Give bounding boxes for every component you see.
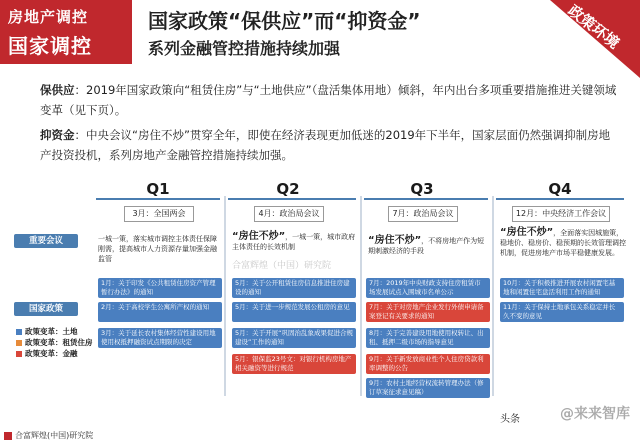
meeting-q3-text: ，不将房地产作为短期刺激经济的手段 (368, 237, 485, 255)
quarter-q1-line (96, 198, 220, 200)
policy-item: 1月：关于印发《公共租赁住房资产管理暂行办法》的通知 (98, 278, 222, 298)
quarter-q2-label: Q2 (276, 180, 300, 198)
intro-paragraph-supply (40, 80, 620, 120)
quarter-q3-line (364, 198, 488, 200)
watermark-brand: @来来智库 (560, 406, 630, 422)
header-badge-line2: 国家调控 (8, 34, 92, 58)
watermark: 合富辉煌（中国）研究院 (232, 261, 332, 271)
legend-item-rental (16, 337, 93, 348)
header-badge (0, 0, 132, 64)
legend-swatch (16, 351, 22, 357)
legend-swatch (16, 340, 22, 346)
legend-label: 政策变革：土地 (25, 327, 78, 336)
policy-item: 2月：关于高校学生公寓所产权的通知 (98, 302, 222, 322)
event-q4: 12月：中央经济工作会议 (512, 206, 610, 222)
row-label-meeting: 重要会议 (14, 234, 78, 248)
policy-item: 9月：关于新发放商业性个人住房贷款利率调整的公告 (366, 354, 490, 374)
page-title: 国家政策“保供应”而“抑资金” (148, 9, 421, 33)
funds-text: ：中央会议“房住不炒”贯穿全年，即使在经济表现更加低迷的2019年下半年，国家层面仍然强调抑制房地产投资投机，系列房地产金融管控措施持续加强。 (40, 128, 611, 162)
intro-paragraph-funds (40, 125, 620, 165)
footer-text: 合富辉煌(中国)研究院 (15, 431, 94, 440)
legend-item-land (16, 326, 78, 337)
policy-item: 3月：关于延长农村集体经营性建设用地使用权抵押融资试点期限的决定 (98, 328, 222, 348)
policy-item: 8月：关于完善建设用地使用权转让、出租、抵押二级市场的指导意见 (366, 328, 490, 348)
funds-label: 抑资金 (40, 128, 75, 142)
legend-swatch (16, 329, 22, 335)
legend-item-finance (16, 348, 78, 359)
quarter-q1-label: Q1 (146, 180, 170, 198)
corner-ribbon-label: 政策环境 (564, 1, 623, 53)
event-q1: 3月：全国两会 (124, 206, 194, 222)
policy-item: 9月：农村土地经营权流转管理办法（修订草案征求意见稿） (366, 378, 490, 398)
quarter-divider (224, 196, 226, 396)
header-badge-line1: 房地产调控 (8, 8, 89, 26)
policy-item: 10月：关于积极推进开展农村闲置宅基地和闲置住宅盘活利用工作的通知 (500, 278, 624, 298)
meeting-q4-highlight: “房住不炒” (500, 227, 554, 238)
watermark-source: 头条 (500, 414, 520, 425)
meeting-q3 (368, 236, 488, 256)
supply-label: 保供应 (40, 83, 75, 97)
event-q2: 4月：政治局会议 (254, 206, 324, 222)
quarter-divider (360, 196, 362, 396)
meeting-q4-text: ，全面落实因城施策，稳地价、稳房价、稳预期的长效管理调控机制，促进房地产市场平稳健康发展。 (500, 229, 626, 257)
quarter-q4-line (496, 198, 624, 200)
meeting-q2-highlight: “房住不炒” (232, 231, 286, 242)
meeting-q4 (500, 228, 630, 258)
quarter-q4-label: Q4 (548, 180, 572, 198)
footer (0, 428, 97, 443)
policy-item: 11月：关于保持土地承包关系稳定并长久不变的意见 (500, 302, 624, 322)
meeting-q2-text: ，一城一策，城市政府主体责任的长效机制 (232, 233, 356, 251)
meeting-q2 (232, 232, 356, 252)
quarter-q2-line (228, 198, 356, 200)
page-subtitle: 系列金融管控措施持续加强 (148, 39, 341, 58)
policy-item: 5月：关于进一步规范发展公租房的意见 (232, 302, 356, 322)
quarter-divider (492, 196, 494, 396)
policy-item: 7月：2019年中央财政支持住房租赁市场发展试点入围城市名单公示 (366, 278, 490, 298)
quarter-q3-label: Q3 (410, 180, 434, 198)
policy-item: 7月：关于对房地产企业发行外债申请备案登记有关要求的通知 (366, 302, 490, 322)
logo-icon (4, 432, 12, 440)
legend-label: 政策变革：金融 (25, 349, 78, 358)
supply-text: ：2019年国家政策向“租赁住房”与“土地供应”（盘活集体用地）倾斜，年内出台多项重要措施推进关键领域变革（见下页）。 (40, 83, 617, 117)
event-q3: 7月：政治局会议 (388, 206, 458, 222)
row-label-policy: 国家政策 (14, 302, 78, 316)
legend-label: 政策变革：租赁住房 (25, 338, 93, 347)
meeting-q1-text: 一城一策，落实城市调控主体责任保障刚需，提高城市人力资源存量加强金融监管 (98, 235, 217, 263)
policy-item: 5月：关于公开租赁住房信息推进住房建设的通知 (232, 278, 356, 298)
meeting-q3-highlight: “房住不炒” (368, 235, 422, 246)
policy-item: 5月：关于开展“巩固治乱象成果促进合规建设”工作的通知 (232, 328, 356, 348)
policy-item: 5月：银保监23号文：对银行机构房地产相关融资等进行规范 (232, 354, 356, 374)
